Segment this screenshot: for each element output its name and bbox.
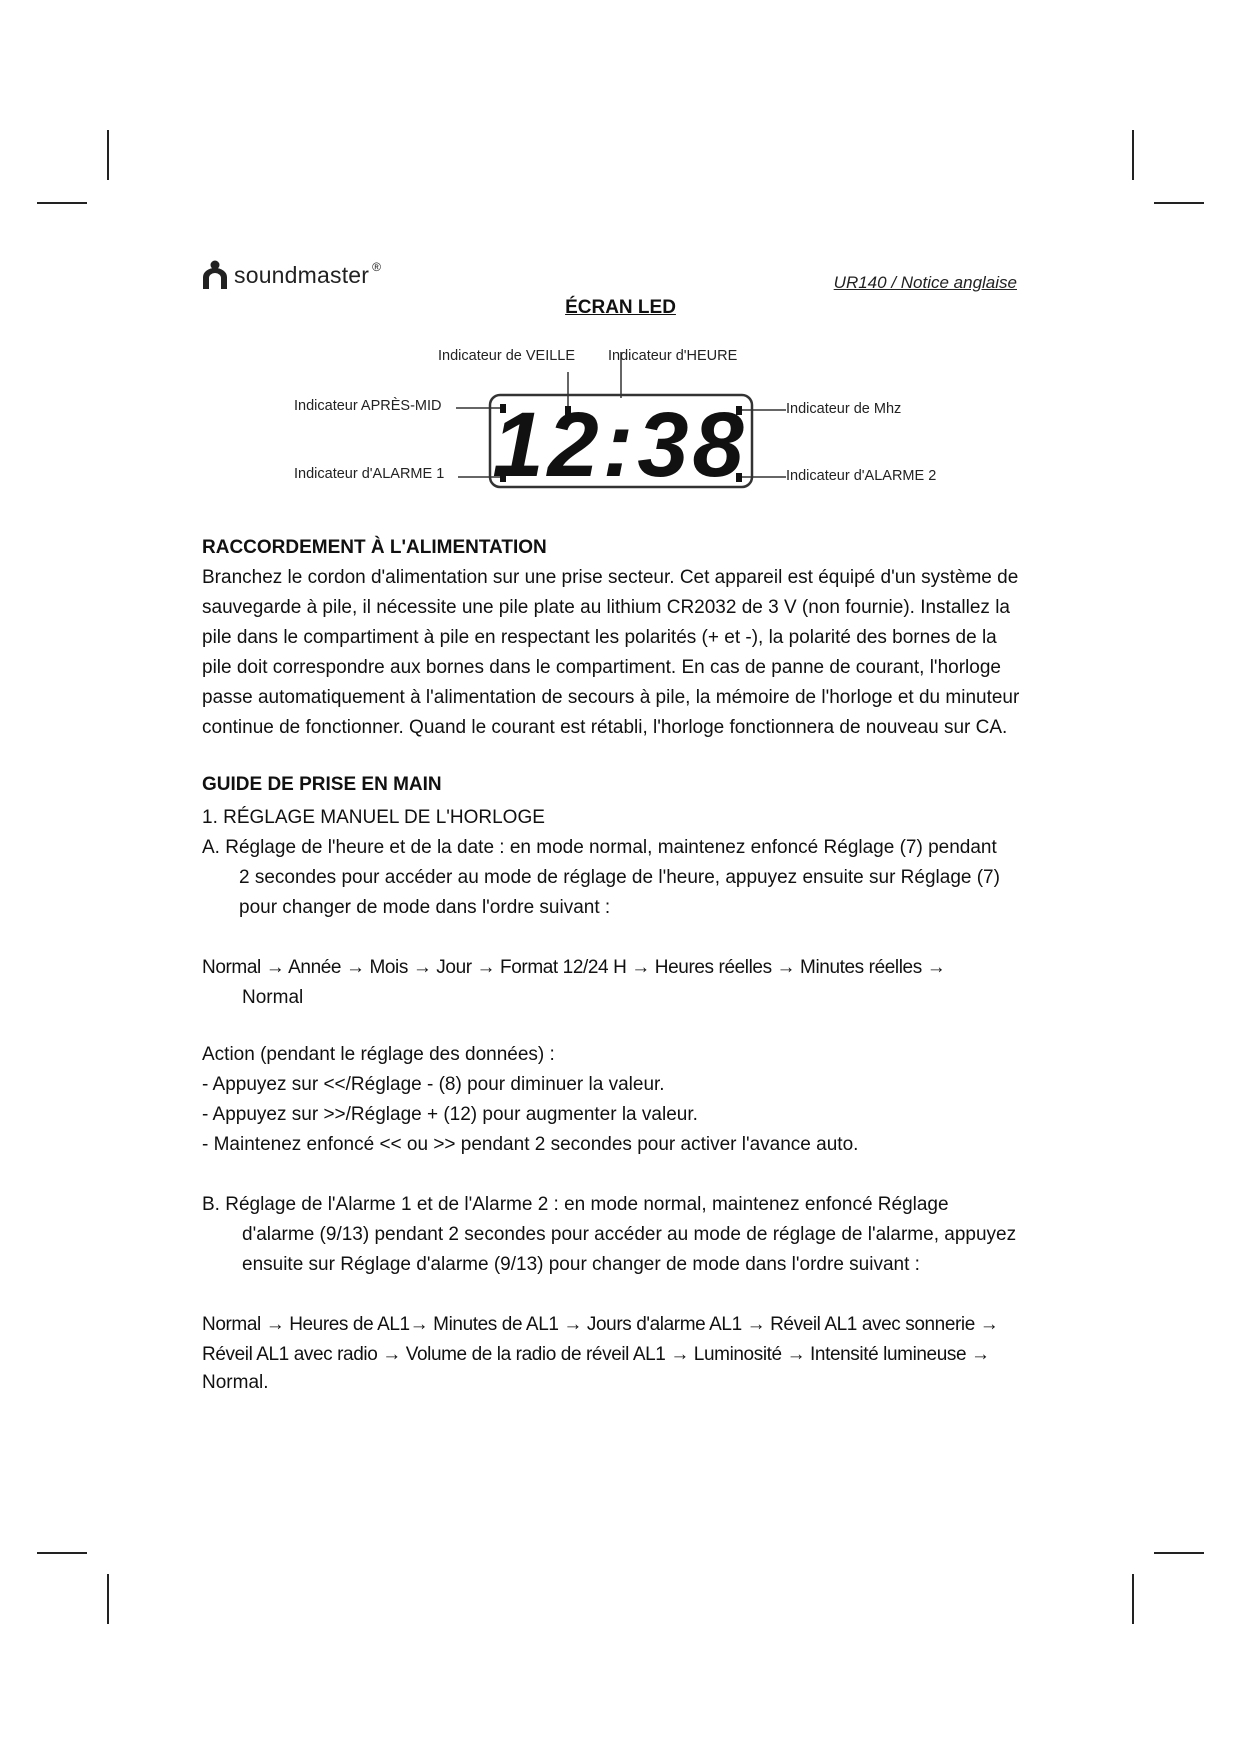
sequence-a-line: Normal → Année → Mois → Jour → Format 12/24 H → Heures réelles → Minutes réelles → [202, 957, 946, 978]
power-paragraph-line: pile dans le compartiment à pile en respectant les polarités (+ et -), la polarité des bornes de la [202, 627, 997, 648]
crop-mark-bottom-right-vertical [1132, 1574, 1134, 1624]
led-digits: 12:38 [492, 394, 748, 496]
sequence-b-line: Normal → Heures de AL1→ Minutes de AL1 → Jours d'alarme AL1 → Réveil AL1 avec sonnerie → [202, 1314, 999, 1335]
sequence-a-line: Normal [242, 987, 304, 1008]
document-reference: UR140 / Notice anglaise [833, 273, 1017, 292]
power-paragraph-line: sauvegarde à pile, il nécessite une pile plate au lithium CR2032 de 3 V (non fournie). Installez la [202, 597, 1010, 618]
led-display-diagram [0, 0, 1241, 520]
alarm2-indicator-label: Indicateur d'ALARME 2 [786, 468, 937, 484]
sequence-b-line: Normal. [202, 1372, 269, 1393]
guide-item-a-line: pour changer de mode dans l'ordre suivant : [239, 897, 611, 918]
power-section [202, 533, 1062, 743]
power-paragraph-line: pile doit correspondre aux bornes dans le compartiment. En cas de panne de courant, l'horloge [202, 657, 1001, 678]
led-diagram-lines [0, 0, 1241, 520]
action-item: - Appuyez sur <</Réglage - (8) pour diminuer la valeur. [202, 1074, 665, 1095]
alarm1-indicator-label: Indicateur d'ALARME 1 [294, 466, 445, 482]
crop-mark-bottom-left-vertical [107, 1574, 109, 1624]
guide-item-a-line: A. Réglage de l'heure et de la date : en mode normal, maintenez enfoncé Réglage (7) pendant [202, 837, 997, 858]
brand-name: soundmaster [234, 261, 370, 288]
guide-section [202, 770, 1062, 1396]
mhz-indicator-label: Indicateur de Mhz [786, 401, 902, 417]
power-paragraph-line: Branchez le cordon d'alimentation sur une prise secteur. Cet appareil est équipé d'un système de [202, 567, 1019, 588]
hour-indicator-label: Indicateur d'HEURE [608, 348, 738, 364]
guide-item-1: 1. RÉGLAGE MANUEL DE L'HORLOGE [202, 807, 545, 828]
action-item: - Appuyez sur >>/Réglage + (12) pour augmenter la valeur. [202, 1104, 698, 1125]
power-paragraph-line: passe automatiquement à l'alimentation de secours à pile, la mémoire de l'horloge et du minuteur [202, 687, 1020, 708]
guide-heading: GUIDE DE PRISE EN MAIN [202, 774, 442, 795]
guide-item-b-line: d'alarme (9/13) pendant 2 secondes pour accéder au mode de réglage de l'alarme, appuyez [242, 1224, 1017, 1245]
power-paragraph-line: continue de fonctionner. Quand le courant est rétabli, l'horloge fonctionnera de nouveau sur CA. [202, 717, 1008, 738]
led-screen-title: ÉCRAN LED [565, 297, 676, 318]
guide-item-a-line: 2 secondes pour accéder au mode de réglage de l'heure, appuyez ensuite sur Réglage (7) [239, 867, 1000, 888]
standby-indicator-label: Indicateur de VEILLE [438, 348, 576, 364]
sequence-b-line: Réveil AL1 avec radio → Volume de la radio de réveil AL1 → Luminosité → Intensité lumineuse → [202, 1344, 990, 1365]
pm-indicator-label: Indicateur APRÈS-MID [294, 398, 442, 414]
action-item: - Maintenez enfoncé << ou >> pendant 2 secondes pour activer l'avance auto. [202, 1134, 859, 1155]
action-title: Action (pendant le réglage des données) : [202, 1044, 555, 1065]
guide-item-b-line: ensuite sur Réglage d'alarme (9/13) pour changer de mode dans l'ordre suivant : [242, 1254, 920, 1275]
registered-mark: ® [372, 260, 382, 274]
crop-mark-bottom-right-horizontal [1154, 1552, 1204, 1554]
guide-item-b-line: B. Réglage de l'Alarme 1 et de l'Alarme 2 : en mode normal, maintenez enfoncé Réglage [202, 1194, 949, 1215]
crop-mark-bottom-left-horizontal [37, 1552, 87, 1554]
power-heading: RACCORDEMENT À L'ALIMENTATION [202, 537, 547, 558]
